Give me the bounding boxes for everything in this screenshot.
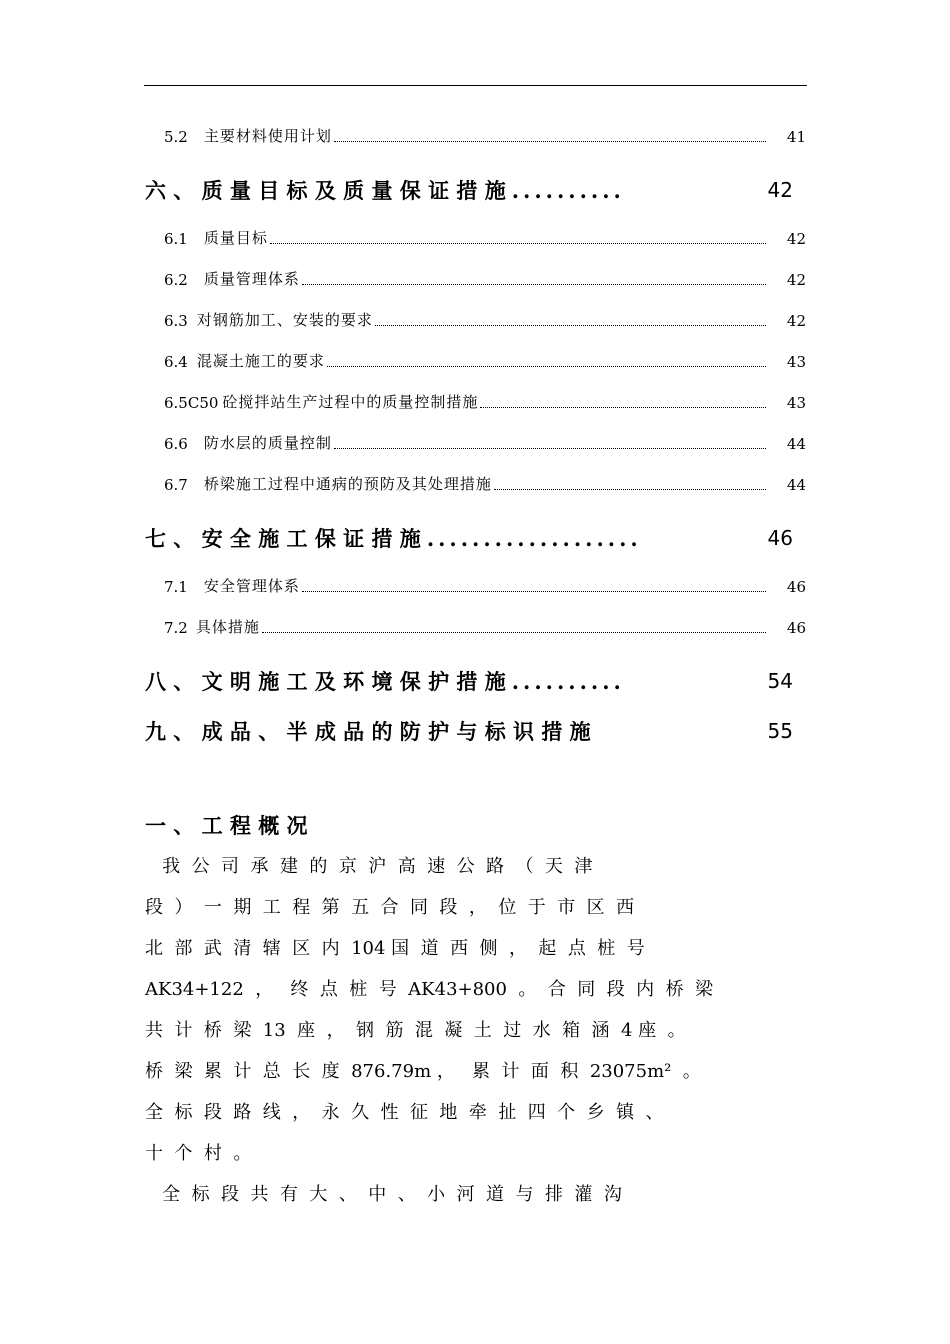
toc-chapter-leader: .......... xyxy=(511,668,625,694)
toc-entry-7-1[interactable] xyxy=(164,576,806,596)
toc-leader xyxy=(262,632,766,633)
toc-page: 43 xyxy=(786,394,806,412)
toc-page: 42 xyxy=(786,271,806,289)
toc-chapter-page: 46 xyxy=(767,526,793,550)
toc-chapter-leader: .......... xyxy=(511,177,625,203)
toc-number: 6.5C50 xyxy=(164,394,219,412)
toc-page: 44 xyxy=(786,435,806,453)
toc-number: 6.7 xyxy=(164,476,188,494)
toc-chapter-9[interactable] xyxy=(145,716,793,746)
toc-page: 42 xyxy=(786,230,806,248)
toc-title: 具体措施 xyxy=(195,618,260,636)
toc-entry-6-7[interactable] xyxy=(164,474,806,494)
toc-title: 质量目标 xyxy=(203,229,268,247)
paragraph-line: 段 ） 一 期 工 程 第 五 合 同 段 ， 位 于 市 区 西 xyxy=(145,897,635,918)
toc-chapter-6[interactable] xyxy=(145,175,793,205)
toc-page: 41 xyxy=(786,128,806,146)
toc-chapter-leader: ................... xyxy=(426,525,642,551)
toc-title: 混凝土施工的要求 xyxy=(196,352,325,370)
toc-chapter-page: 55 xyxy=(767,719,793,743)
toc-page: 44 xyxy=(786,476,806,494)
toc-entry-6-2[interactable] xyxy=(164,269,806,289)
toc-leader xyxy=(480,407,766,408)
toc-chapter-title: 六 、 质 量 目 标 及 质 量 保 证 措 施 xyxy=(145,178,506,203)
toc-chapter-8[interactable] xyxy=(145,666,793,696)
paragraph-line: 全 标 段 共 有 大 、 中 、 小 河 道 与 排 灌 沟 xyxy=(145,1184,622,1205)
toc-number: 7.1 xyxy=(164,578,188,596)
toc-page: 42 xyxy=(786,312,806,330)
paragraph-line: AK34+122 ， 终 点 桩 号 AK43+800 。 合 同 段 内 桥 梁 xyxy=(145,979,714,1000)
section-title: 一 、 工 程 概 况 xyxy=(145,813,308,838)
toc-page: 46 xyxy=(786,578,806,596)
toc-chapter-page: 42 xyxy=(767,178,793,202)
toc-number: 6.3 xyxy=(164,312,188,330)
paragraph-line: 桥 梁 累 计 总 长 度 876.79m ， 累 计 面 积 23075m² 。 xyxy=(145,1061,701,1082)
paragraph-line: 北 部 武 清 辖 区 内 104 国 道 西 侧 ， 起 点 桩 号 xyxy=(145,938,645,959)
header-rule xyxy=(144,85,807,86)
toc-chapter-title: 九 、 成 品 、 半 成 品 的 防 护 与 标 识 措 施 xyxy=(145,719,591,744)
toc-entry-5-2[interactable] xyxy=(164,126,806,146)
toc-chapter-title: 八 、 文 明 施 工 及 环 境 保 护 措 施 xyxy=(145,669,506,694)
toc-leader xyxy=(334,448,766,449)
toc-leader xyxy=(302,591,766,592)
toc-entry-6-1[interactable] xyxy=(164,228,806,248)
toc-entry-6-4[interactable] xyxy=(164,351,806,371)
toc-chapter-title: 七 、 安 全 施 工 保 证 措 施 xyxy=(145,526,421,551)
toc-title: 质量管理体系 xyxy=(203,270,300,288)
toc-title: 防水层的质量控制 xyxy=(203,434,332,452)
toc-page: 43 xyxy=(786,353,806,371)
toc-number: 6.1 xyxy=(164,230,188,248)
toc-entry-7-2[interactable] xyxy=(164,617,806,637)
paragraph-line: 我 公 司 承 建 的 京 沪 高 速 公 路 （ 天 津 xyxy=(145,856,593,877)
toc-page: 46 xyxy=(786,619,806,637)
toc-leader xyxy=(302,284,766,285)
toc-title: 对钢筋加工、安装的要求 xyxy=(196,311,373,329)
toc-number: 6.4 xyxy=(164,353,188,371)
toc-leader xyxy=(334,141,766,142)
toc-chapter-7[interactable] xyxy=(145,523,793,553)
toc-entry-6-6[interactable] xyxy=(164,433,806,453)
paragraph-line: 十 个 村 。 xyxy=(145,1143,252,1164)
paragraph-line: 全 标 段 路 线 ， 永 久 性 征 地 牵 扯 四 个 乡 镇 、 xyxy=(145,1102,664,1123)
toc-leader xyxy=(327,366,766,367)
toc-title: 桥梁施工过程中通病的预防及其处理措施 xyxy=(203,475,492,493)
toc-number: 5.2 xyxy=(164,128,188,146)
toc-leader xyxy=(270,243,766,244)
toc-leader xyxy=(375,325,766,326)
toc-number: 6.6 xyxy=(164,435,188,453)
toc-leader xyxy=(494,489,766,490)
paragraph-line: 共 计 桥 梁 13 座 ， 钢 筋 混 凝 土 过 水 箱 涵 4 座 。 xyxy=(145,1020,686,1041)
toc-number: 7.2 xyxy=(164,619,188,637)
toc-title: 主要材料使用计划 xyxy=(203,127,332,145)
toc-chapter-page: 54 xyxy=(767,669,793,693)
toc-title: 砼搅拌站生产过程中的质量控制措施 xyxy=(222,393,479,411)
toc-entry-6-3[interactable] xyxy=(164,310,806,330)
toc-number: 6.2 xyxy=(164,271,188,289)
toc-title: 安全管理体系 xyxy=(203,577,300,595)
toc-entry-6-5[interactable] xyxy=(164,392,806,412)
